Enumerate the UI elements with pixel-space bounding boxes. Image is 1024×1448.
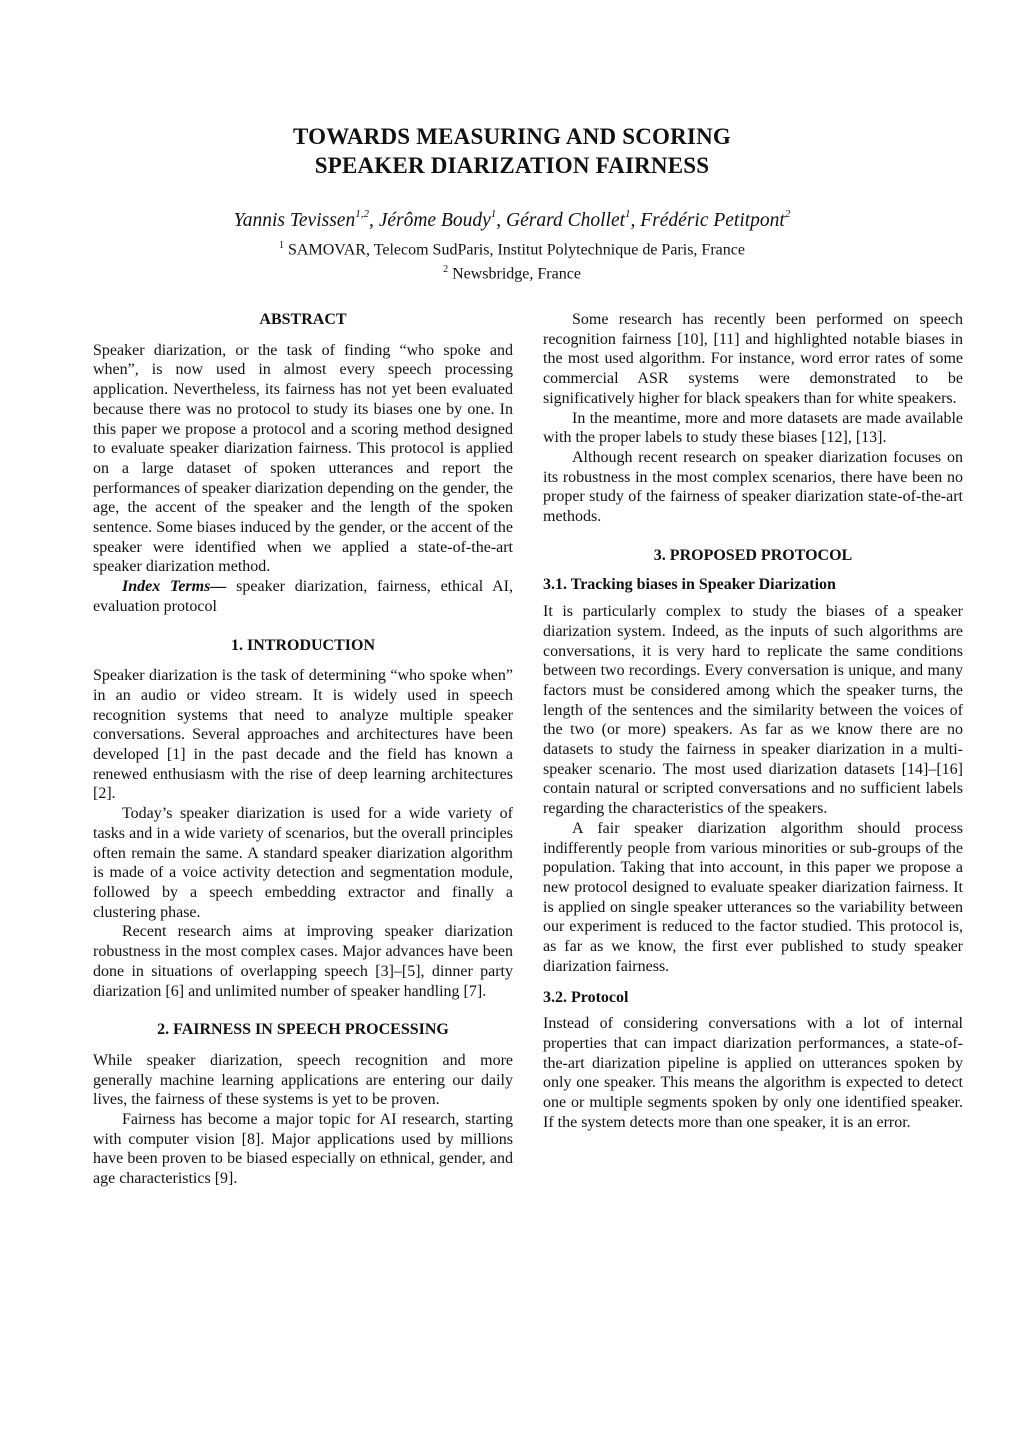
abstract-heading: ABSTRACT [259,311,347,328]
author: Gérard Chollet$^1$, [506,208,641,231]
affiliation-2: $^2$ Newsbridge, France [443,264,581,283]
author: Frédéric Petitpont$^2$ [640,208,791,231]
left-column [93,310,513,1189]
fairness-heading: 2. FAIRNESS IN SPEECH PROCESSING [157,1021,449,1039]
intro-heading: 1. INTRODUCTION [230,636,375,654]
protocol-paragraph-3: Instead of considering conversations with a lot of internal properties that can impact diarization performances, a state-of-the-art diarization pipeline is applied on utterances spoken by only one speaker. This means the algorithm is expected to detect one or multiple segments spoken by only one identified speaker. If the system detects more than one speaker, it is an error. [543,1015,963,1131]
intro-paragraph-3: Recent research aims at improving speaker diarization robustness in the most complex cases. Major advances have been done in situations of overlapping speech [3]–[5], dinner party diarization [6] and unlimited number of speaker handling [7]. [93,923,513,1000]
author: Jérôme Boudy$^1$, [378,208,507,231]
author-list [0,203,1024,233]
fairness-paragraph-5: Although recent research on speaker diarization focuses on its robustness in the most complex scenarios, there have been no proper study of the fairness of speaker diarization state-of-the-art methods. [543,448,963,526]
fairness-paragraph-4: In the meantime, more and more datasets are made available with the proper labels to study these biases [12], [13]. [543,409,963,447]
intro-paragraph-2: Today’s speaker diarization is used for a wide variety of tasks and in a wide variety of scenarios, but the overall principles often remain the same. A standard speaker diarization algorithm is made of a voice activity detection and segmentation module, followed by a speech embedding extractor and finally a clustering phase. [93,805,513,921]
affiliations [0,236,1024,285]
paper-title [0,122,1024,180]
protocol-heading: 3. PROPOSED PROTOCOL [653,546,853,564]
protocol-paragraph-1: It is particularly complex to study the biases of a speaker diarization system. Indeed, as the inputs of such algorithms are conversations, it is very hard to replicate the same conditions between two recordings. Every conversation is unique, and many factors must be considered among which the speaker turns, the length of the sentences and the similarity between the voices of the two (or more) speakers. As far as we know there are no datasets to study the fairness in speaker diarization in a multi-speaker scenario. The most used diarization datasets [14]–[16] contain natural or scripted conversations and no sufficient labels regarding the characteristics of the speakers. [543,603,963,818]
protocol-paragraph-2: A fair speaker diarization algorithm should process indifferently people from various minorities or sub-groups of the population. Taking that into account, in this paper we propose a new protocol designed to evaluate speaker diarization fairness. It is applied on single speaker utterances so the variability between our experiment is reduced to the factor studied. This protocol is, as far as we know, the first ever published to study speaker diarization fairness. [543,819,963,975]
index-terms-label: Index Terms— [122,578,227,596]
author: Yannis Tevissen$^{1,2}$, [233,208,379,231]
index-terms-text: speaker diarization, fairness, ethical AI, evaluation protocol [93,578,514,615]
intro-paragraph-1: Speaker diarization is the task of determining “who spoke when” in an audio or video stream. It is widely used in speech recognition systems that need to analyze multiple speaker conversations. Several approaches and architectures have been developed [1] in the past decade and the field has known a renewed enthusiasm with the rise of deep learning architectures [2]. [93,667,513,803]
title-line-1: TOWARDS MEASURING AND SCORING [293,124,731,149]
subsection-heading-3-1: 3.1. Tracking biases in Speaker Diarization [543,576,836,594]
abstract-text: Speaker diarization, or the task of finding “who spoke and when”, is now used in almost every speech processing application. Nevertheless, its fairness has not yet been evaluated because there was no protocol to study its biases one by one. In this paper we propose a protocol and a scoring method designed to evaluate speaker diarization fairness. This protocol is applied on a large dataset of spoken utterances and report the performances of speaker diarization depending on the gender, the age, the accent of the speaker and the length of the spoken sentence. Some biases induced by the gender, or the accent of the speaker were identified when we applied a state-of-the-art speaker diarization method. [93,341,513,576]
fairness-paragraph-3: Some research has recently been performed on speech recognition fairness [10], [11] and highlighted notable biases in the most used algorithm. For instance, word error rates of some commercial ASR systems were demonstrated to be significatively higher for black speakers than for white speakers. [543,311,963,407]
title-line-2: SPEAKER DIARIZATION FAIRNESS [314,153,710,178]
affiliation-1: $^1$ SAMOVAR, Telecom SudParis, Institut Polytechnique de Paris, France [279,240,745,259]
subsection-heading-3-2: 3.2. Protocol [543,988,629,1006]
index-terms [93,577,513,616]
right-column [543,310,963,1132]
fairness-paragraph-1: While speaker diarization, speech recognition and more generally machine learning applications are entering our daily lives, the fairness of these systems is yet to be proven. [93,1051,513,1109]
fairness-paragraph-2: Fairness has become a major topic for AI research, starting with computer vision [8]. Major applications used by millions have been proven to be biased especially on ethnical, gender, and age characteristics [9]. [93,1111,513,1188]
